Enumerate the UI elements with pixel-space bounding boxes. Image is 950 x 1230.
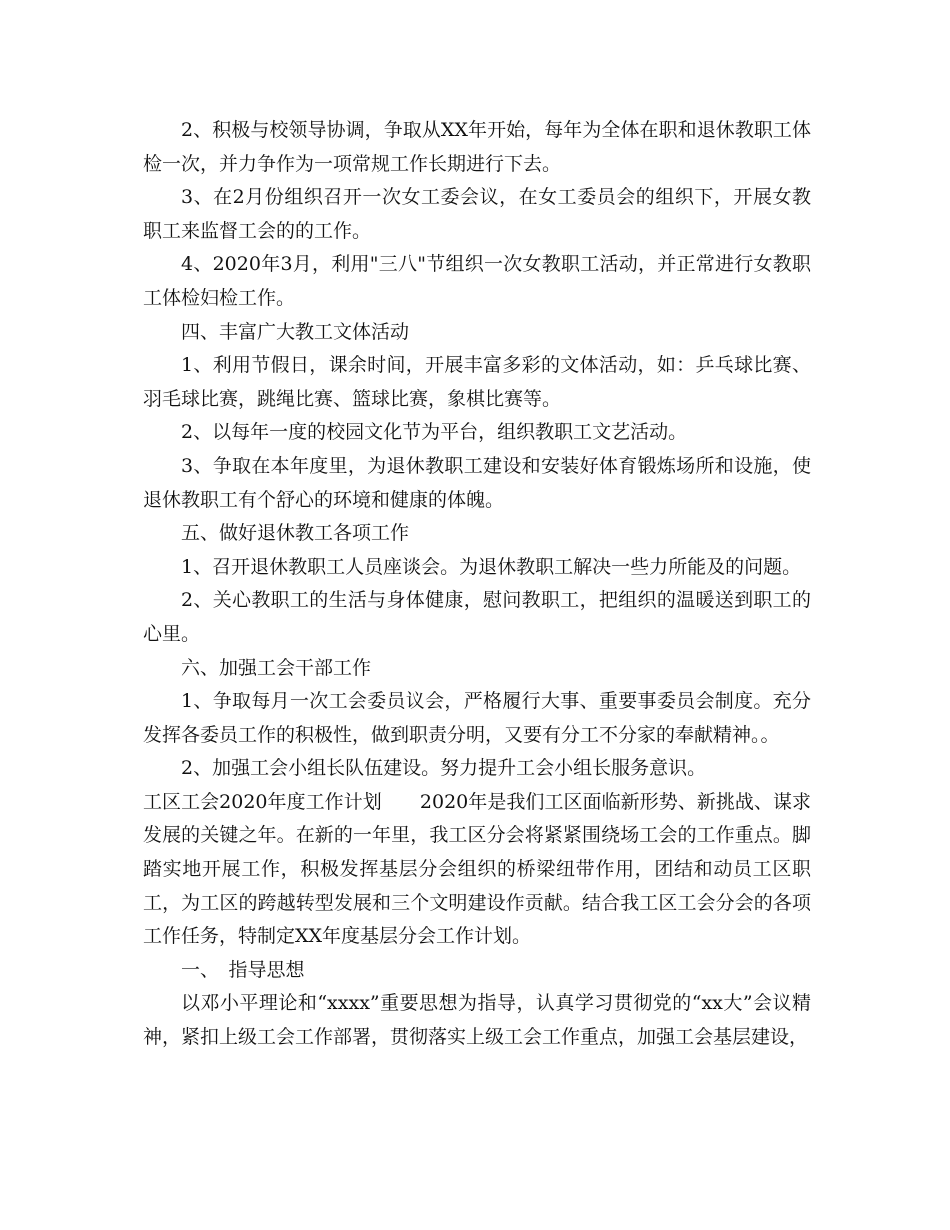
paragraph-item-2-culture-festival: 2、以每年一度的校园文化节为平台，组织教职工文艺活动。 (181, 421, 688, 444)
section-heading-guiding-ideology: 一、 指导思想 (181, 958, 305, 981)
section-heading-6: 六、加强工会干部工作 (181, 656, 372, 679)
paragraph-item-1-sports: 1、利用节假日，课余时间，开展丰富多彩的文体活动，如：乒乓球比赛、羽毛球比赛，跳绳比赛、篮球比赛，象棋比赛等。 (143, 354, 811, 410)
paragraph-item-1-retiree-meeting: 1、召开退休教职工人员座谈会。为退休教职工解决一些力所能及的问题。 (181, 555, 802, 578)
section-heading-4: 四、丰富广大教工文体活动 (181, 320, 410, 343)
paragraph-item-2-care: 2、关心教职工的生活与身体健康，慰问教职工，把组织的温暖送到职工的心里。 (143, 589, 811, 645)
paragraph-item-2-checkup: 2、积极与校领导协调，争取从XX年开始，每年为全体在职和退休教职工体检一次，并力争作为一项常规工作长期进行下去。 (143, 119, 811, 175)
paragraph-plan-intro: 工区工会2020年度工作计划 2020年是我们工区面临新形势、新挑战、谋求发展的关键之年。在新的一年里，我工区分会将紧紧围绕场工会的工作重点。脚踏实地开展工作，积极发挥基层分会组织的桥梁纽带作用，团结和动员工区职工，为工区的跨越转型发展和三个文明建设作贡献。结合我工区工会分会的各项工作任务，特制定XX年度基层分会工作计划。 (143, 790, 811, 948)
paragraph-item-4-march-activity: 4、2020年3月，利用"三八"节组织一次女教职工活动，并正常进行女教职工体检妇检工作。 (143, 253, 811, 309)
paragraph-item-1-committee: 1、争取每月一次工会委员议会，严格履行大事、重要事委员会制度。充分发挥各委员工作的积极性，做到职责分明，又要有分工不分家的奉献精神。。 (143, 690, 811, 746)
paragraph-guiding-text: 以邓小平理论和“xxxx”重要思想为指导，认真学习贯彻党的“xx大”会议精神，紧扣上级工会工作部署，贯彻落实上级工会工作重点，加强工会基层建设， (143, 992, 811, 1049)
paragraph-item-3-women-committee: 3、在2月份组织召开一次女工委会议，在女工委员会的组织下，开展女教职工来监督工会的的工作。 (143, 186, 811, 242)
document-body (143, 114, 811, 1055)
paragraph-item-2-group-leaders: 2、加强工会小组长队伍建设。努力提升工会小组长服务意识。 (181, 757, 707, 780)
paragraph-item-3-facilities: 3、争取在本年度里，为退休教职工建设和安装好体育锻炼场所和设施，使退休教职工有个舒心的环境和健康的体魄。 (143, 454, 811, 511)
section-heading-5: 五、做好退休教工各项工作 (181, 522, 410, 545)
